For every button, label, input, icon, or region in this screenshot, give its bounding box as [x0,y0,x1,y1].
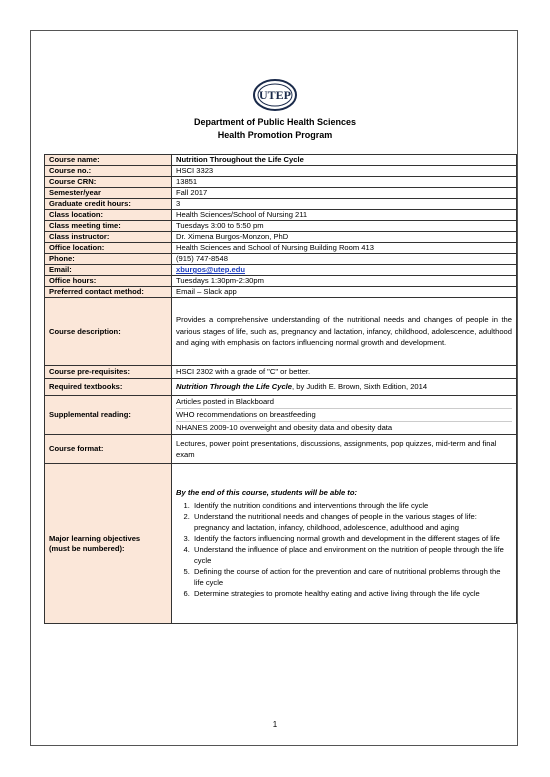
instructor-label: Class instructor: [45,232,172,243]
objectives-intro: By the end of this course, students will be able to: [176,487,358,497]
program-heading: Health Promotion Program [217,130,333,140]
table-row [45,366,517,379]
course-info-table [44,154,517,624]
textbooks-value [172,379,517,396]
course-crn-label: Course CRN: [45,177,172,188]
table-row [45,287,517,298]
table-row [45,166,517,177]
table-row [45,265,517,276]
credit-hours-label: Graduate credit hours: [45,199,172,210]
meeting-time-value: Tuesdays 3:00 to 5:50 pm [172,221,517,232]
objective-item: 6. Determine strategies to promote healthy eating and active living through the life cycle [192,588,512,599]
supplemental-value [172,396,517,435]
table-row [45,243,517,254]
course-name-value: Nutrition Throughout the Life Cycle [172,155,517,166]
objective-item: 1. Identify the nutrition conditions and interventions through the life cycle [192,500,512,511]
prerequisites-label: Course pre-requisites: [45,366,172,379]
objectives-label [45,464,172,624]
objectives-value [172,464,517,624]
table-row [45,199,517,210]
semester-label: Semester/year [45,188,172,199]
office-location-value: Health Sciences and School of Nursing Building Room 413 [172,243,517,254]
semester-value: Fall 2017 [172,188,517,199]
textbooks-label: Required textbooks: [45,379,172,396]
office-location-label: Office location: [45,243,172,254]
table-row [45,155,517,166]
table-row [45,435,517,464]
phone-label: Phone: [45,254,172,265]
objective-item: 5. Defining the course of action for the prevention and care of nutritional problems through the life cycle [192,566,512,588]
objective-item: 2. Understand the nutritional needs and changes of people in the various stages of life: pregnancy and lactation, infancy, childhood, adolescence, adulthood and aging [192,511,512,533]
objectives-list [176,500,512,599]
objectives-label-line2: (must be numbered): [49,543,125,553]
description-value: Provides a comprehensive understanding of the nutritional needs and changes of people in the various stages of life, such as, pregnancy and lactation, infancy, childhood, adolescence, adulthood and aging with emphasis on factors influencing normal growth and development. [172,298,517,366]
table-row [45,177,517,188]
class-location-label: Class location: [45,210,172,221]
objectives-label-line1: Major learning objectives [49,533,141,543]
table-row [45,276,517,287]
table-row [45,188,517,199]
course-no-label: Course no.: [45,166,172,177]
meeting-time-label: Class meeting time: [45,221,172,232]
course-no-value: HSCI 3323 [172,166,517,177]
department-heading: Department of Public Health Sciences [193,117,357,127]
contact-method-value: Email – Slack app [172,287,517,298]
contact-method-label: Preferred contact method: [45,287,172,298]
table-row [45,232,517,243]
supplemental-item: NHANES 2009-10 overweight and obesity data and obesity data [176,421,512,434]
supplemental-label: Supplemental reading: [45,396,172,435]
objective-item: 3. Identify the factors influencing normal growth and development in the different stages of life [192,533,512,544]
table-row [45,379,517,396]
table-row [45,221,517,232]
course-name-label: Course name: [45,155,172,166]
svg-text:UTEP: UTEP [258,88,292,102]
prerequisites-value: HSCI 2302 with a grade of "C" or better. [172,366,517,379]
table-row [45,464,517,624]
format-value: Lectures, power point presentations, discussions, assignments, pop quizzes, mid-term and final exam [172,435,517,464]
textbook-details: , by Judith E. Brown, Sixth Edition, 2014 [292,382,428,391]
page-number: 1 [272,720,278,729]
table-row [45,254,517,265]
instructor-value: Dr. Ximena Burgos-Monzon, PhD [172,232,517,243]
utep-logo [252,78,298,112]
supplemental-item: Articles posted in Blackboard [176,397,274,406]
format-label: Course format: [45,435,172,464]
supplemental-item: WHO recommendations on breastfeeding [176,408,512,421]
email-label: Email: [45,265,172,276]
phone-value: (915) 747-8548 [172,254,517,265]
table-row [45,210,517,221]
textbook-title: Nutrition Through the Life Cycle [176,382,293,391]
office-hours-value: Tuesdays 1:30pm-2:30pm [172,276,517,287]
office-hours-label: Office hours: [45,276,172,287]
table-row [45,396,517,435]
course-crn-value: 13851 [172,177,517,188]
table-row [45,298,517,366]
email-link[interactable]: xburgos@utep.edu [176,265,246,274]
class-location-value: Health Sciences/School of Nursing 211 [172,210,517,221]
description-label: Course description: [45,298,172,366]
credit-hours-value: 3 [172,199,517,210]
objective-item: 4. Understand the influence of place and environment on the nutrition of people through the life cycle [192,544,512,566]
